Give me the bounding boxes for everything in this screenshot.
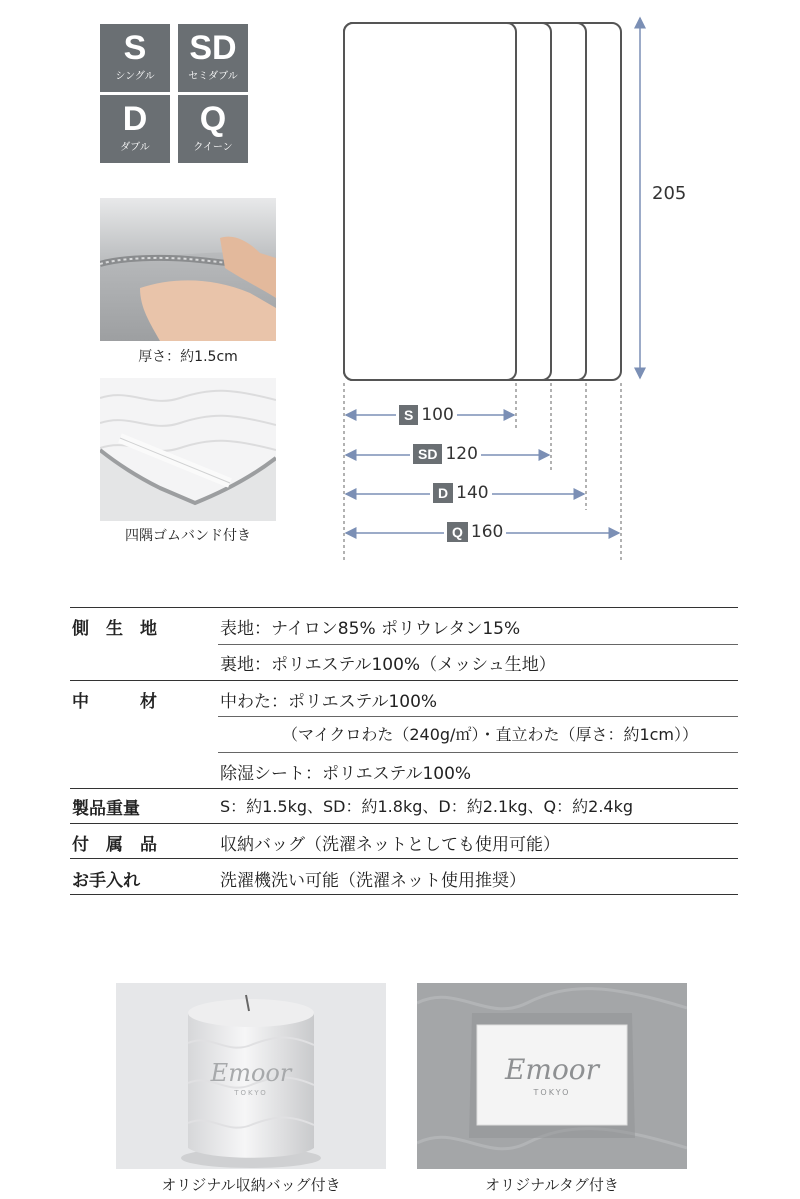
length-label: 205	[652, 183, 687, 204]
tag-brand-logo: Emoor	[504, 1053, 600, 1086]
spec-value: S：約1.5kg、SD：約1.8kg、D：約2.1kg、Q：約2.4kg	[220, 797, 634, 816]
width-label-double	[430, 483, 492, 503]
spec-divider	[70, 680, 738, 681]
width-value: 100	[421, 405, 454, 425]
corner-band-caption: 四隅ゴムバンド付き	[125, 528, 251, 544]
width-code: D	[433, 483, 453, 503]
size-code: SD	[189, 29, 237, 67]
spec-value: （マイクロわた（240g/㎡）・直立わた（厚さ：約1cm））	[282, 725, 699, 744]
size-code: Q	[199, 100, 227, 138]
tag-brand-sub: TOKYO	[533, 1088, 571, 1097]
width-code: Q	[447, 522, 468, 542]
spec-value: 収納バッグ（洗濯ネットとしても使用可能）	[220, 835, 560, 855]
spec-divider	[70, 894, 738, 895]
storage-bag-caption: オリジナル収納バッグ付き	[161, 1176, 341, 1194]
size-name: ダブル	[120, 142, 150, 153]
bag-brand-logo: Emoor	[210, 1059, 292, 1087]
spec-divider	[218, 716, 738, 717]
spec-value: 表地：ナイロン85% ポリウレタン15%	[220, 619, 521, 639]
spec-value: 洗濯機洗い可能（洗濯ネット使用推奨）	[220, 871, 526, 891]
width-code: SD	[413, 444, 442, 464]
width-value: 120	[445, 444, 478, 464]
original-tag-caption: オリジナルタグ付き	[485, 1176, 619, 1194]
spec-divider	[218, 644, 738, 645]
storage-bag-photo	[116, 983, 386, 1169]
spec-label-weight: 製品重量	[72, 799, 140, 819]
width-value: 160	[470, 522, 504, 542]
width-value: 140	[456, 483, 489, 503]
spec-divider	[70, 823, 738, 824]
width-label-single	[396, 405, 457, 425]
original-tag-photo	[417, 983, 687, 1169]
size-code: D	[122, 100, 148, 138]
size-name: シングル	[115, 71, 155, 82]
spec-label-filling: 中 材	[72, 692, 157, 712]
width-label-semi-double	[410, 444, 481, 464]
spec-value: 中わた：ポリエステル100%	[220, 692, 438, 712]
spec-label-care: お手入れ	[72, 871, 140, 891]
spec-divider	[70, 858, 738, 859]
bag-brand-sub: TOKYO	[234, 1089, 268, 1097]
size-name: セミダブル	[188, 71, 238, 82]
width-label-queen	[444, 522, 506, 542]
spec-divider	[218, 752, 738, 753]
size-name: クイーン	[193, 142, 233, 153]
spec-divider	[70, 788, 738, 789]
width-code: S	[399, 405, 418, 425]
spec-label-accessories: 付 属 品	[72, 835, 157, 855]
spec-label-outer-fabric: 側 生 地	[72, 619, 157, 639]
spec-divider	[70, 607, 738, 608]
thickness-caption: 厚さ：約1.5cm	[138, 349, 238, 365]
size-code: S	[123, 29, 147, 67]
spec-value: 除湿シート：ポリエステル100%	[220, 764, 472, 784]
spec-value: 裏地：ポリエステル100%（メッシュ生地）	[220, 655, 556, 675]
